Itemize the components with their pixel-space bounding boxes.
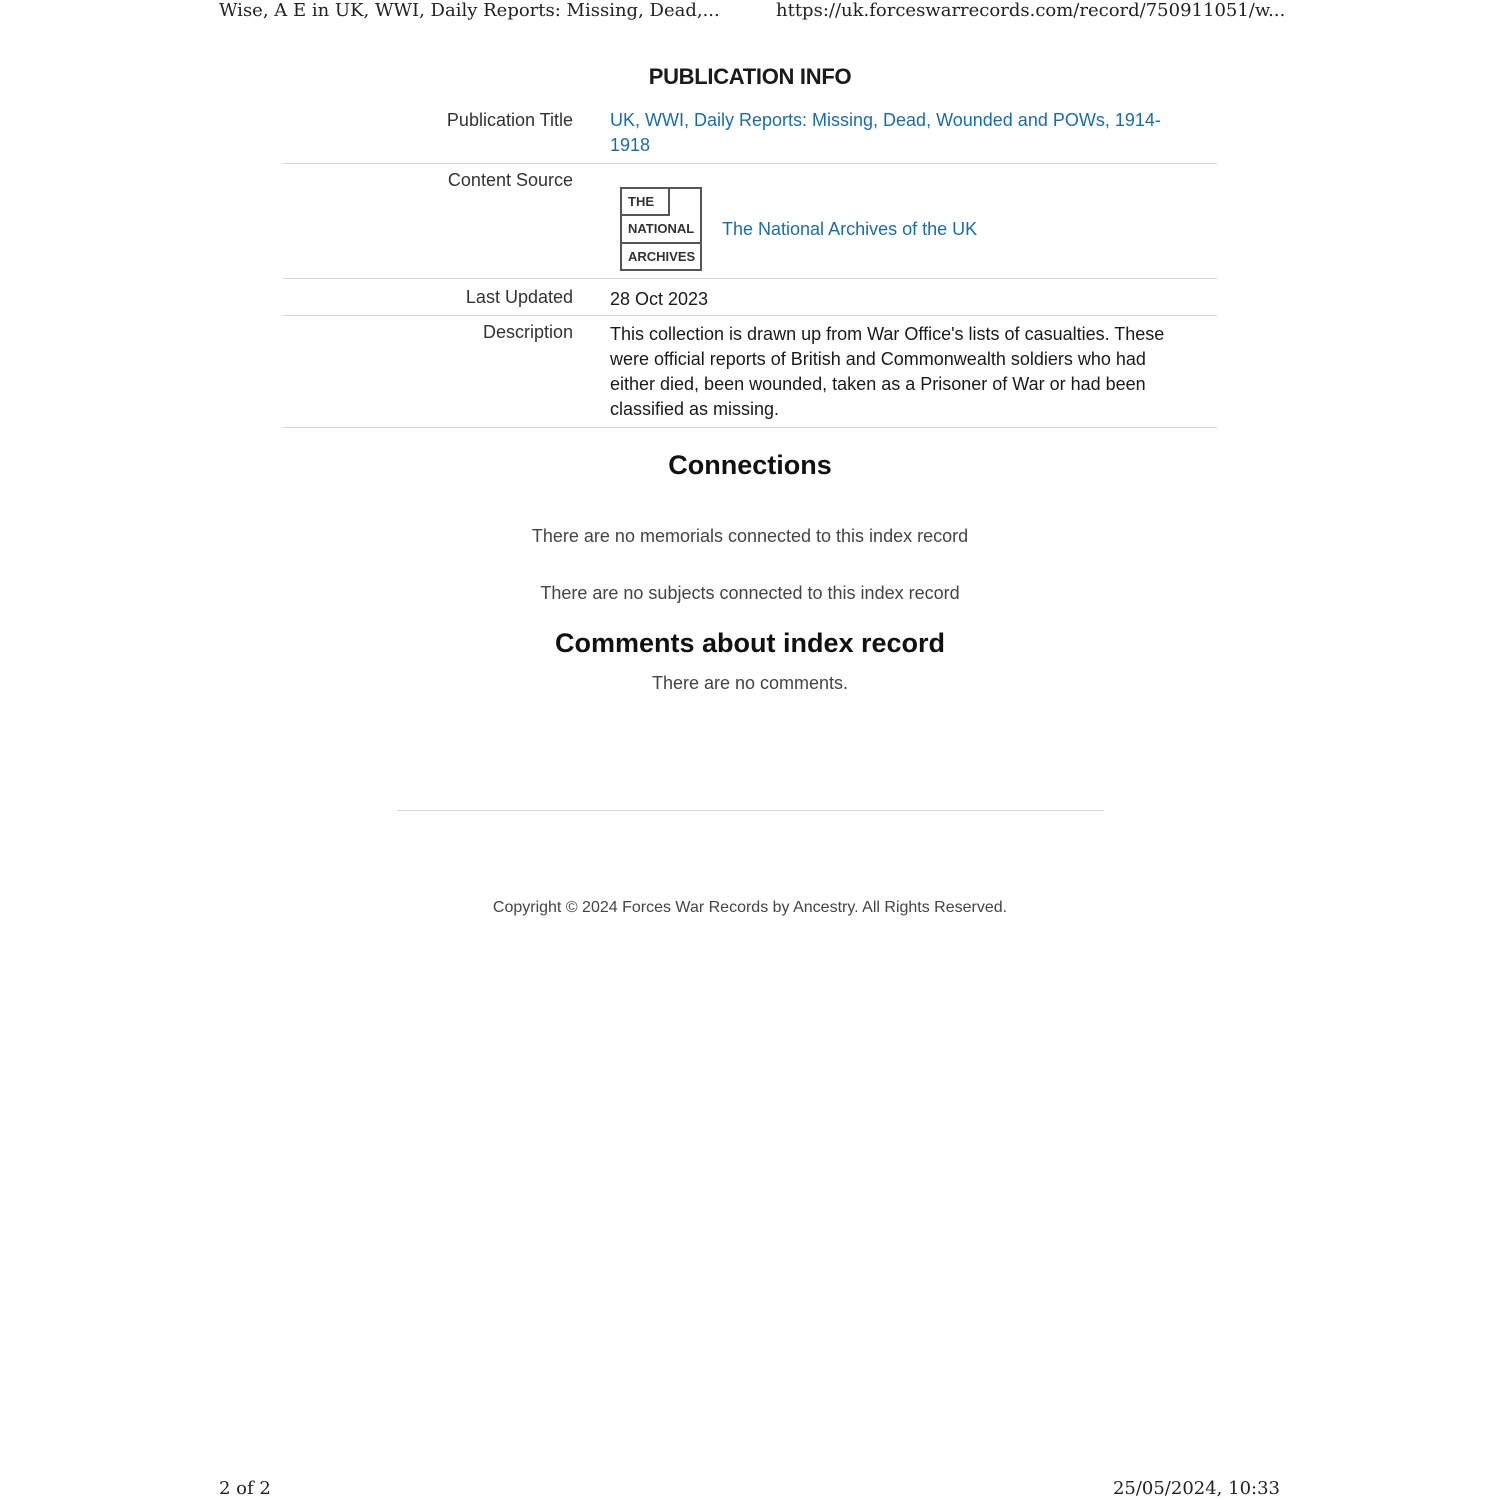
last-updated-label: Last Updated bbox=[465, 287, 573, 307]
content-source-link[interactable]: The National Archives of the UK bbox=[722, 218, 978, 239]
publication-title-label: Publication Title bbox=[446, 110, 573, 130]
print-footer-page: 2 of 2 bbox=[219, 1478, 271, 1499]
print-footer-datetime: 25/05/2024, 10:33 bbox=[1112, 1478, 1280, 1499]
publication-title-link[interactable]: UK, WWI, Daily Reports: Missing, Dead, Wounded and POWs, 1914-1918 bbox=[610, 110, 1161, 155]
copyright-text: Copyright © 2024 Forces War Records by Ancestry. All Rights Reserved. bbox=[492, 899, 1008, 916]
comments-heading: Comments about index record bbox=[554, 628, 946, 658]
publication-info-heading: PUBLICATION INFO bbox=[648, 64, 852, 89]
print-header-url: https://uk.forceswarrecords.com/record/750911051/w... bbox=[776, 0, 1286, 21]
description-label: Description bbox=[482, 322, 573, 342]
content-source-row bbox=[283, 164, 1217, 279]
content-source-label: Content Source bbox=[447, 170, 573, 190]
footer-divider bbox=[397, 810, 1104, 811]
print-header-title: Wise, A E in UK, WWI, Daily Reports: Missing, Dead,... bbox=[219, 0, 720, 21]
content-source-value bbox=[610, 164, 1185, 278]
last-updated-value: 28 Oct 2023 bbox=[610, 289, 709, 309]
logo-line-archives: ARCHIVES bbox=[628, 248, 696, 264]
comments-empty-text: There are no comments. bbox=[651, 673, 849, 693]
logo-line-national: NATIONAL bbox=[622, 216, 700, 243]
national-archives-logo bbox=[620, 187, 702, 271]
subjects-empty-text: There are no subjects connected to this index record bbox=[540, 583, 960, 603]
publication-info-table bbox=[283, 104, 1217, 428]
logo-line-the: THE bbox=[622, 189, 670, 216]
memorials-empty-text: There are no memorials connected to this index record bbox=[531, 526, 969, 546]
last-updated-row bbox=[283, 279, 1217, 316]
connections-heading: Connections bbox=[668, 450, 832, 480]
publication-title-row bbox=[283, 104, 1217, 164]
description-value: This collection is drawn up from War Office's lists of casualties. These were official reports of British and Commonwealth soldiers who had either died, been wounded, taken as a Prisoner of War or had been classified as missing. bbox=[610, 324, 1165, 419]
description-row bbox=[283, 316, 1217, 428]
